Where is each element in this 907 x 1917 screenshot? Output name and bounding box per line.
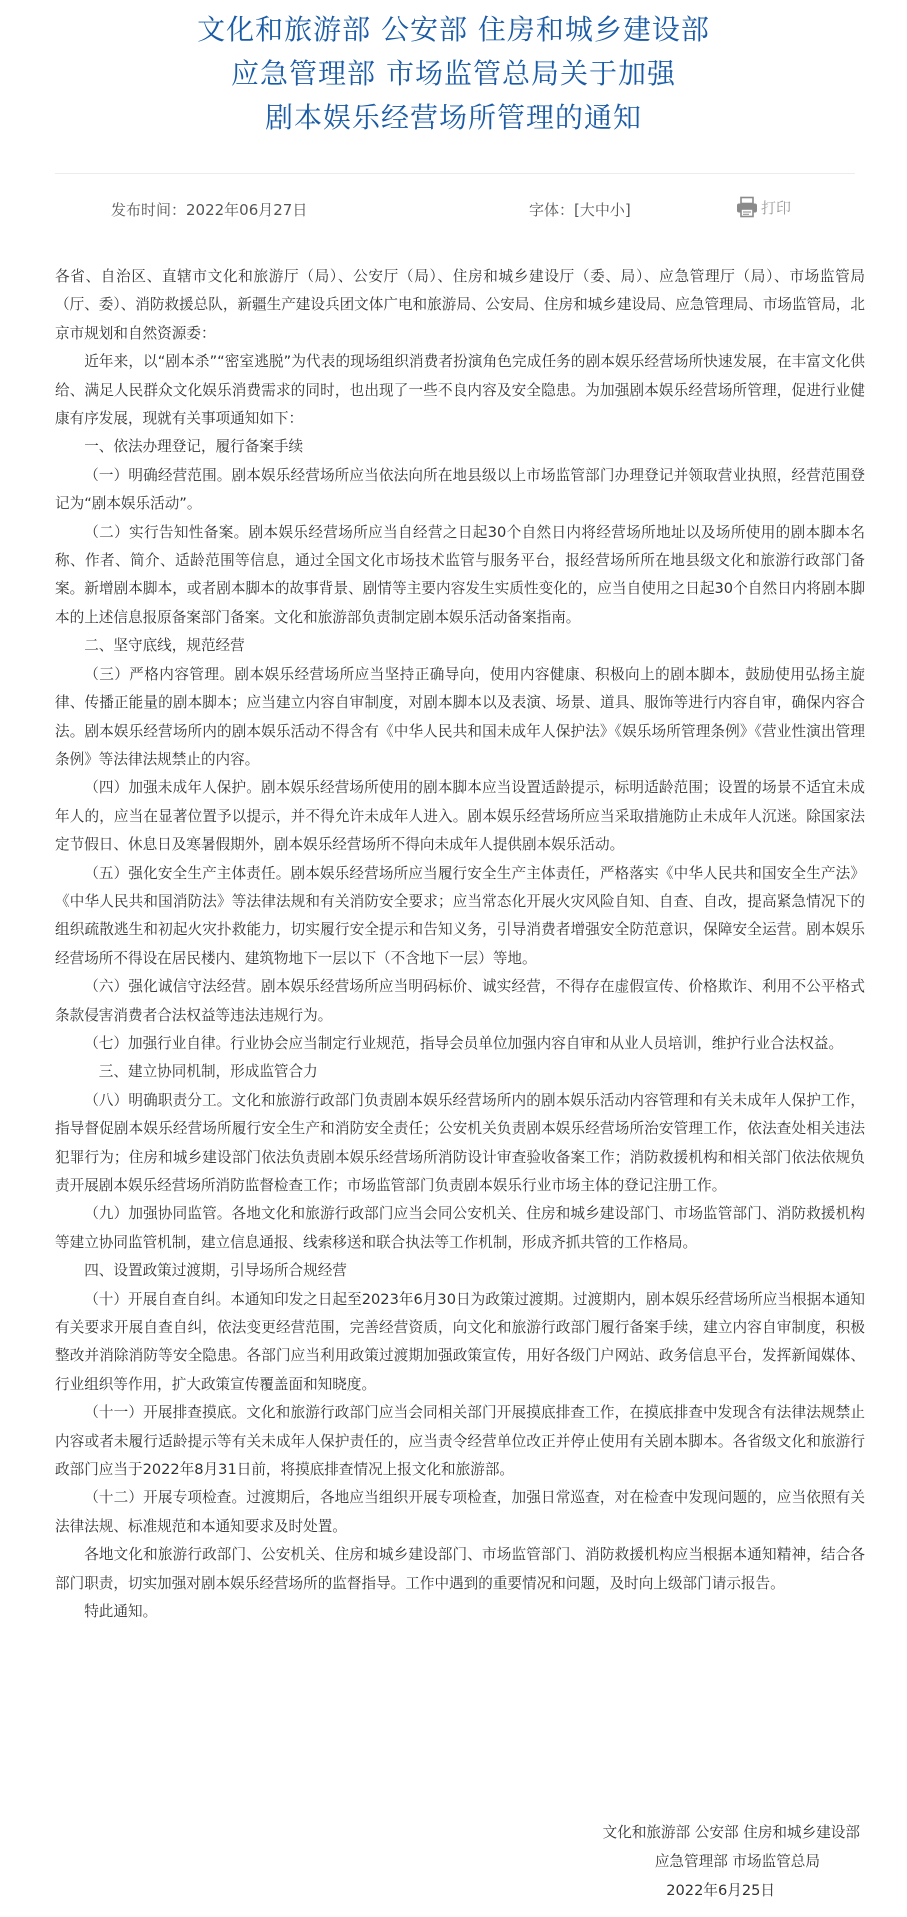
paragraph: （十二）开展专项检查。过渡期后，各地应当组织开展专项检查，加强日常巡查，对在检查中发现问题的，应当依照有关法律法规、标准规范和本通知要求及时处置。 [55,1489,865,1535]
paragraph: （四）加强未成年人保护。剧本娱乐经营场所使用的剧本脚本应当设置适龄提示，标明适龄范围；设置的场景不适宜未成年人的，应当在显著位置予以提示，并不得允许未成年人进入。剧本娱乐经营场所应当采取措施防止未成年人沉迷。除国家法定节假日、休息日及寒暑假期外，剧本娱乐经营场所不得向未成年人提供剧本娱乐活动。 [55,779,865,854]
signature-issuers-line-1: 文化和旅游部 公安部 住房和城乡建设部 [602,1824,860,1841]
paragraph: 近年来，以“剧本杀”“密室逃脱”为代表的现场组织消费者扮演角色完成任务的剧本娱乐经营场所快速发展，在丰富文化供给、满足人民群众文化娱乐消费需求的同时，也出现了一些不良内容及安全隐患。为加强剧本娱乐经营场所管理，促进行业健康有序发展，现就有关事项通知如下： [55,353,865,428]
signature-issuers-line-2: 应急管理部 市场监管总局 [654,1853,820,1870]
title-divider [55,173,855,174]
printer-icon [735,195,759,219]
article-meta [0,199,907,225]
section-heading: 一、依法办理登记，履行备案手续 [84,438,304,456]
closing-paragraph: 特此通知。 [84,1603,158,1621]
paragraph: （一）明确经营范围。剧本娱乐经营场所应当依法向所在地县级以上市场监管部门办理登记并领取营业执照，经营范围登记为“剧本娱乐活动”。 [55,466,865,513]
font-size-selector[interactable]: 字体：[大中小] [529,201,631,219]
section-heading: 四、设置政策过渡期，引导场所合规经营 [84,1262,347,1280]
print-label: 打印 [761,198,792,217]
section-heading: 二、坚守底线，规范经营 [84,637,245,655]
paragraph: （五）强化安全生产主体责任。剧本娱乐经营场所应当履行安全生产主体责任，严格落实《中华人民共和国安全生产法》《中华人民共和国消防法》等法律法规和有关消防安全要求；应当常态化开展火灾风险自知、自查、自改，提高紧急情况下的组织疏散逃生和初起火灾扑救能力，切实履行安全提示和告知义务，引导消费者增强安全防范意识，保障安全运营。剧本娱乐经营场所不得设在居民楼内、建筑物地下一层以下（不含地下一层）等地。 [55,864,865,967]
article-title [0,8,907,140]
publish-date: 发布时间：2022年06月27日 [111,201,308,219]
paragraph: （二）实行告知性备案。剧本娱乐经营场所应当自经营之日起30个自然日内将经营场所地址以及场所使用的剧本脚本名称、作者、简介、适龄范围等信息，通过全国文化市场技术监管与服务平台，报经营场所所在地县级文化和旅游行政部门备案。新增剧本脚本，或者剧本脚本的故事背景、剧情等主要内容发生实质性变化的，应当自使用之日起30个自然日内将剧本脚本的上述信息报原备案部门备案。文化和旅游部负责制定剧本娱乐活动备案指南。 [55,523,865,626]
paragraph: （六）强化诚信守法经营。剧本娱乐经营场所应当明码标价、诚实经营，不得存在虚假宣传、价格欺诈、利用不公平格式条款侵害消费者合法权益等违法违规行为。 [55,978,865,1024]
paragraph: （九）加强协同监管。各地文化和旅游行政部门应当会同公安机关、住房和城乡建设部门、市场监管部门、消防救援机构等建立协同监管机制，建立信息通报、线索移送和联合执法等工作机制，形成齐抓共管的工作格局。 [55,1205,865,1251]
title-line-3: 剧本娱乐经营场所管理的通知 [264,101,642,134]
addressee-paragraph: 各省、自治区、直辖市文化和旅游厅（局）、公安厅（局）、住房和城乡建设厅（委、局）、应急管理厅（局）、市场监管局（厅、委）、消防救援总队，新疆生产建设兵团文体广电和旅游局、公安局、住房和城乡建设局、应急管理局、市场监管局，北京市规划和自然资源委： [55,268,865,342]
title-line-2: 应急管理部 市场监管总局关于加强 [231,57,676,90]
title-line-1: 文化和旅游部 公安部 住房和城乡建设部 [197,13,710,46]
print-button[interactable] [735,195,791,219]
paragraph: （七）加强行业自律。行业协会应当制定行业规范，指导会员单位加强内容自审和从业人员培训，维护行业合法权益。 [84,1034,844,1052]
paragraph: （十一）开展排查摸底。文化和旅游行政部门应当会同相关部门开展摸底排查工作，在摸底排查中发现含有法律法规禁止内容或者未履行适龄提示等有关未成年人保护责任的，应当责令经营单位改正并停止使用有关剧本脚本。各省级文化和旅游行政部门应当于2022年8月31日前，将摸底排查情况上报文化和旅游部。 [55,1404,865,1479]
paragraph: （十）开展自查自纠。本通知印发之日起至2023年6月30日为政策过渡期。过渡期内，剧本娱乐经营场所应当根据本通知有关要求开展自查自纠，依法变更经营范围，完善经营资质，向文化和旅游行政部门履行备案手续，建立内容自审制度，积极整改并消除消防等安全隐患。各部门应当利用政策过渡期加强政策宣传，用好各级门户网站、政务信息平台，发挥新闻媒体、行业组织等作用，扩大政策宣传覆盖面和知晓度。 [55,1290,865,1393]
paragraph: 各地文化和旅游行政部门、公安机关、住房和城乡建设部门、市场监管部门、消防救援机构应当根据本通知精神，结合各部门职责，切实加强对剧本娱乐经营场所的监督指导。工作中遇到的重要情况和问题，及时向上级部门请示报告。 [55,1546,865,1592]
signature-date: 2022年6月25日 [666,1882,775,1899]
signature-block [0,1818,860,1905]
paragraph: （三）严格内容管理。剧本娱乐经营场所应当坚持正确导向，使用内容健康、积极向上的剧本脚本，鼓励使用弘扬主旋律、传播正能量的剧本脚本；应当建立内容自审制度，对剧本脚本以及表演、场景、道具、服饰等进行内容自审，确保内容合法。剧本娱乐经营场所内的剧本娱乐活动不得含有《中华人民共和国未成年人保护法》《娱乐场所管理条例》《营业性演出管理条例》等法律法规禁止的内容。 [55,665,865,768]
paragraph: （八）明确职责分工。文化和旅游行政部门负责剧本娱乐经营场所内的剧本娱乐活动内容管理和有关未成年人保护工作，指导督促剧本娱乐经营场所履行安全生产和消防安全责任；公安机关负责剧本娱乐经营场所治安管理工作，依法查处相关违法犯罪行为；住房和城乡建设部门依法负责剧本娱乐经营场所消防设计审查验收备案工作；消防救援机构和相关部门依法依规负责开展剧本娱乐经营场所消防监督检查工作；市场监管部门负责剧本娱乐行业市场主体的登记注册工作。 [55,1091,865,1194]
article-body [55,263,865,1627]
section-heading: 三、建立协同机制，形成监管合力 [98,1063,318,1081]
